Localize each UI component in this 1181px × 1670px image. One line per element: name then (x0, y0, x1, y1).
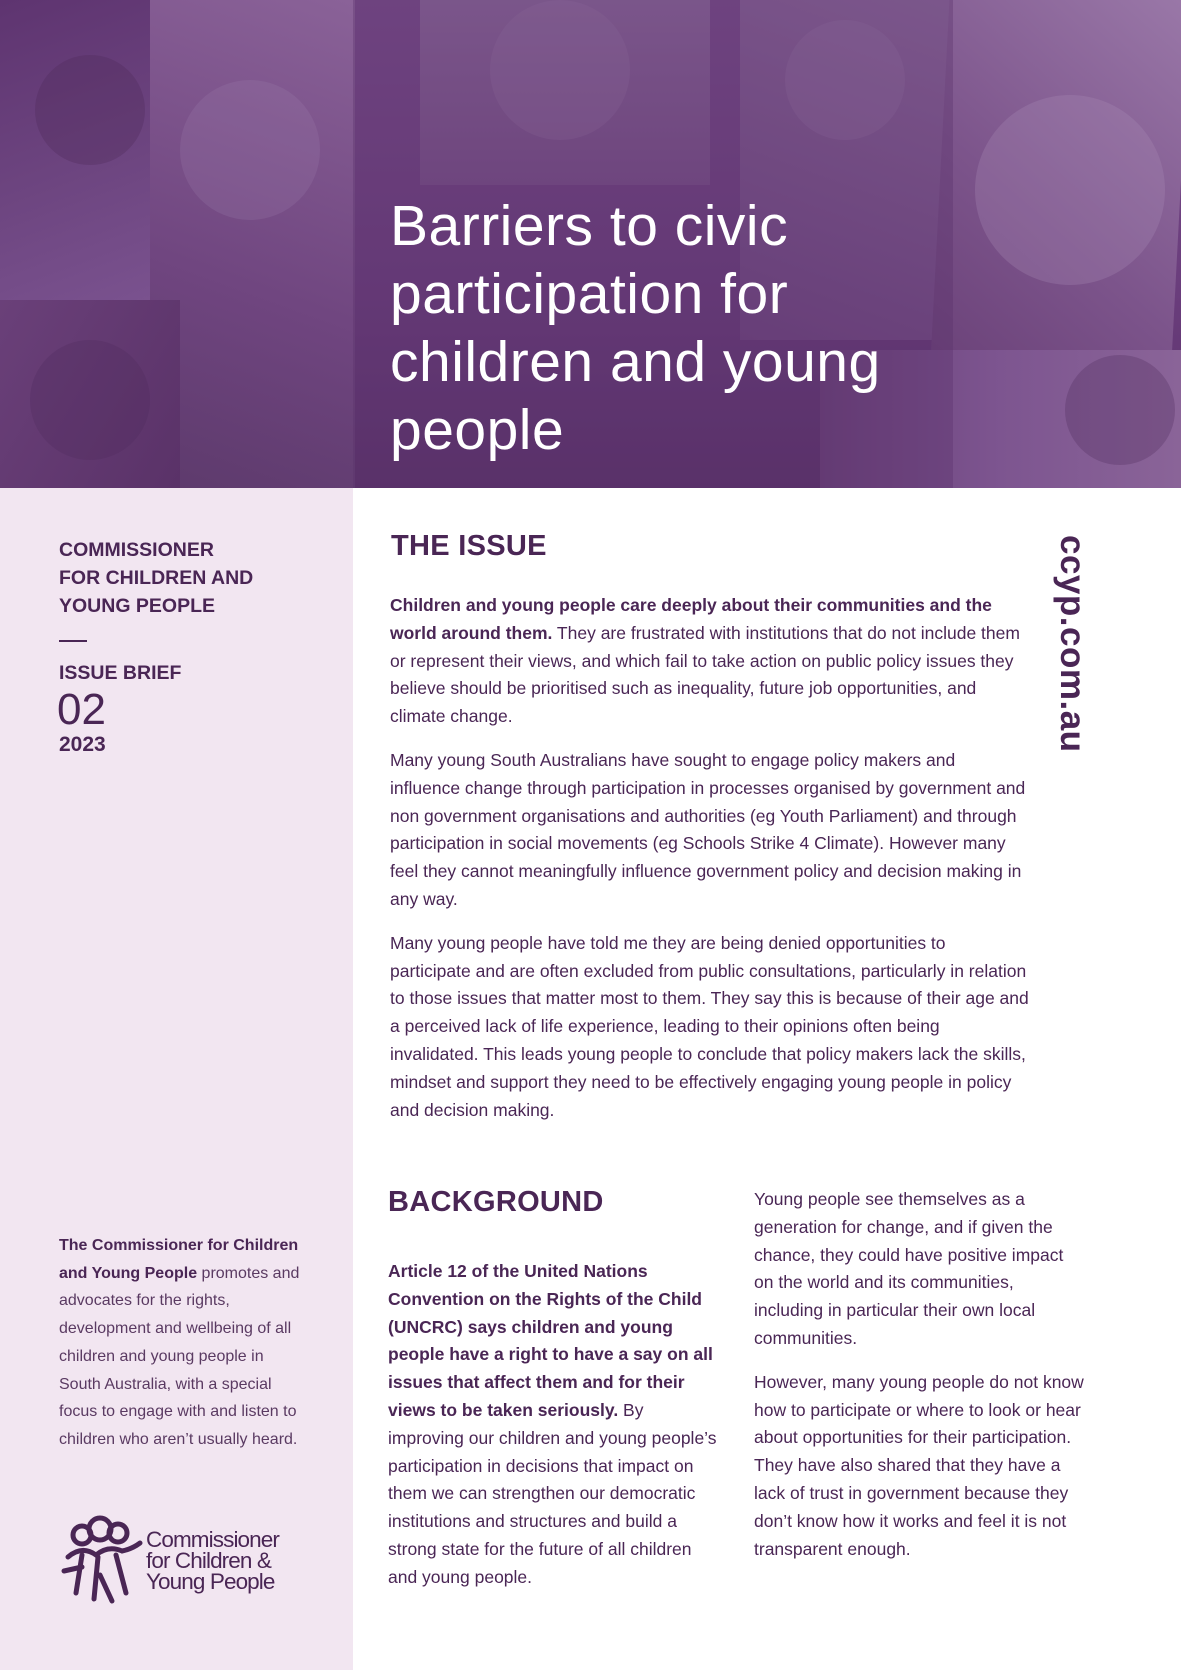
divider (59, 640, 87, 642)
about-text: promotes and advocates for the rights, development and wellbeing of all children and young people in South Australia, with a special focus to engage with and listen to children who aren’t usually heard. (59, 1264, 300, 1448)
issue-paragraph-1-lead: Children and young people care deeply about their communities and the world around them. (390, 595, 992, 643)
people-logo-icon (60, 1515, 144, 1605)
page-title: Barriers to civic participation for children and young people (390, 194, 881, 462)
about-commissioner (59, 1232, 309, 1454)
background-paragraph-1-text: By improving our children and young people’s participation in decisions that impact on them we can strengthen our democratic institutions and structures and build a strong state for the future of all children and young people. (388, 1399, 717, 1587)
issue-body (390, 592, 1030, 1140)
issue-brief-label: ISSUE BRIEF (59, 662, 182, 684)
issue-paragraph-1 (390, 592, 1030, 731)
background-heading: BACKGROUND (388, 1186, 604, 1218)
background-column-right (754, 1186, 1084, 1579)
issue-brief-year: 2023 (59, 733, 106, 756)
issue-paragraph-3: Many young people have told me they are being denied opportunities to participate and are often excluded from public consultations, particularly in relation to those issues that matter most to them. They say this is because of their age and a perceived lack of life experience, leading to their opinions often being invalidated. This leads young people to conclude that policy makers lack the skills, mindset and support they need to be effectively engaging young people in policy and decision making. (390, 932, 1029, 1120)
commissioner-logo (60, 1515, 320, 1605)
logo-wordmark: Commissioner for Children & Young People (146, 1527, 279, 1594)
background-paragraph-1-lead: Article 12 of the United Nations Convention on the Rights of the Child (UNCRC) says children and young people have a right to have a say on all issues that affect them and for their views to be taken seriously. (388, 1261, 713, 1420)
issue-paragraph-2: Many young South Australians have sought to engage policy makers and influence change through participation in processes organised by government and non government organisations and authorities (eg Youth Parliament) and through participation in social movements (eg Schools Strike 4 Climate). However many feel they cannot meaningfully influence government policy and decision making in any way. (390, 749, 1026, 909)
issue-heading: THE ISSUE (391, 530, 547, 562)
organisation-name: COMMISSIONER FOR CHILDREN AND YOUNG PEOPLE (59, 539, 254, 617)
hero-banner (0, 0, 1181, 488)
issue-paragraph-1-text: They are frustrated with institutions that do not include them or represent their views, and which fail to take action on public policy issues they believe should be prioritised such as inequality, future job opportunities, and climate change. (390, 622, 1020, 727)
background-paragraph-1 (388, 1258, 718, 1592)
issue-brief-number: 02 (57, 685, 106, 734)
background-paragraph-2: Young people see themselves as a generation for change, and if given the chance, they could have positive impact on the world and its communities, including in particular their own local communities. (754, 1189, 1064, 1348)
background-column-left (388, 1258, 718, 1608)
website-url: ccyp.com.au (1053, 535, 1092, 753)
background-paragraph-3: However, many young people do not know how to participate or where to look or hear about opportunities for their participation. They have also shared that they have a lack of trust in government because they don’t know how it works and feel it is not transparent enough. (754, 1371, 1084, 1559)
about-bold: The Commissioner for Children and Young People (59, 1237, 299, 1282)
